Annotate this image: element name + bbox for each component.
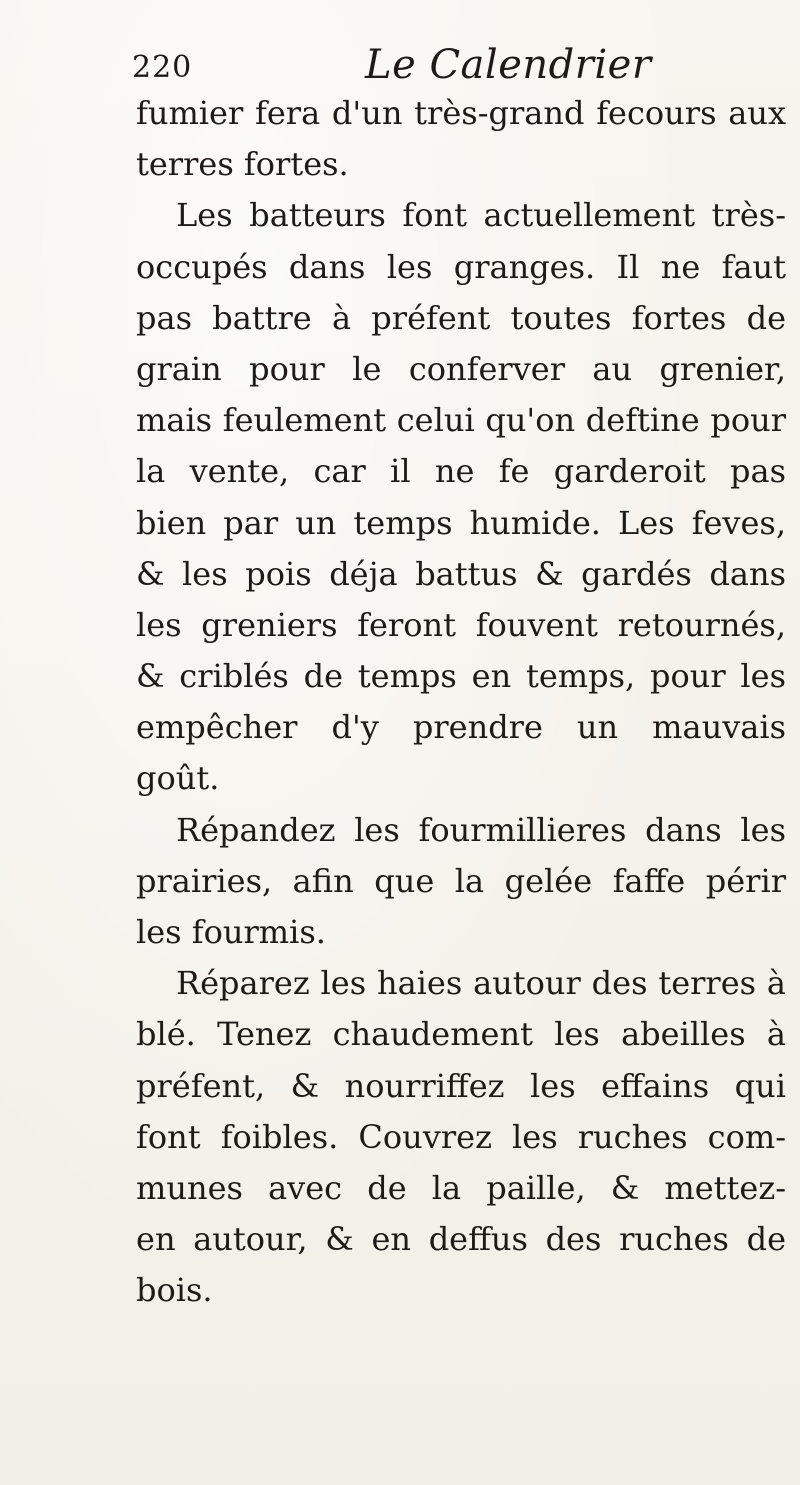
page-number: 220 (132, 50, 193, 85)
text-line: & criblés de temps en temps, pour les (136, 657, 786, 696)
text-line: fumier fera d'un très-grand fecours aux (136, 94, 786, 132)
text-line: en autour, & en deffus des ruches de (136, 1220, 786, 1259)
text-line: blé. Tenez chaudement les abeilles à (136, 1015, 786, 1054)
text-line: grain pour le conferver au grenier, (136, 349, 786, 388)
text-line: bois. (136, 1271, 213, 1310)
text-line: préfent, & nourriffez les effains qui (136, 1066, 786, 1105)
text-line: terres fortes. (136, 145, 349, 184)
text-line: Les batteurs font actuellement très- (176, 196, 786, 235)
text-line: les greniers feront fouvent retournés, (136, 605, 786, 644)
text-line: munes avec de la paille, & mettez- (136, 1168, 786, 1207)
text-line: bien par un temps humide. Les feves, (136, 503, 786, 542)
running-title: Le Calendrier (365, 42, 652, 88)
body-text (136, 88, 786, 1317)
text-line: & les pois déja battus & gardés dans (136, 554, 786, 593)
text-line: Répandez les fourmillieres dans les (176, 810, 786, 849)
text-line: occupés dans les granges. Il ne faut (136, 247, 786, 286)
text-line: les fourmis. (136, 913, 326, 951)
text-line: pas battre à préfent toutes fortes de (136, 298, 786, 337)
text-line: font foibles. Couvrez les ruches com- (136, 1117, 786, 1156)
text-line: Réparez les haies autour des terres à (176, 964, 786, 1003)
text-line: mais feulement celui qu'on deftine pour (136, 401, 786, 440)
text-line: la vente, car il ne fe garderoit pas (136, 452, 786, 491)
text-line: prairies, afin que la gelée faffe périr (136, 861, 786, 900)
text-line: goût. (136, 759, 220, 798)
text-line: empêcher d'y prendre un mauvais (136, 708, 786, 747)
